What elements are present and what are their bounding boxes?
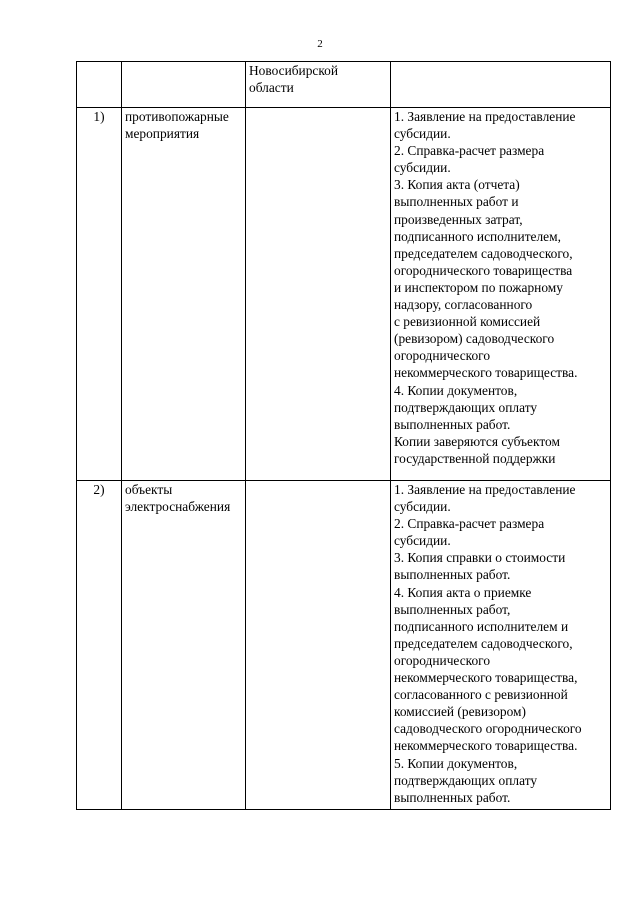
row-region-cell (246, 108, 391, 481)
header-cell-name (122, 62, 246, 108)
document-line: с ревизионной комиссией (394, 314, 541, 330)
row-name (122, 481, 246, 810)
document-line: огороднического товарищества (394, 262, 573, 278)
document-line: огороднического (394, 652, 491, 668)
document-line: субсидии. (394, 160, 451, 176)
document-line: садоводческого огороднического (394, 721, 582, 737)
document-line: согласованного с ревизионной (394, 687, 568, 703)
row-name-line: электроснабжения (125, 499, 231, 515)
subsidy-documents-table (76, 61, 611, 810)
document-line: 1. Заявление на предоставление (394, 482, 576, 497)
row-number: 2) (77, 481, 122, 810)
document-line: огороднического (394, 348, 491, 364)
document-line: подтверждающих оплату (394, 399, 538, 415)
document-line: (ревизором) садоводческого (394, 331, 555, 347)
document-line: субсидии. (394, 533, 451, 549)
document-line: и инспектором по пожарному (394, 279, 563, 295)
document-line: выполненных работ. (394, 567, 511, 583)
table-row (77, 108, 611, 481)
document-line: некоммерческого товарищества, (394, 670, 578, 686)
header-cell-documents (391, 62, 611, 108)
document-line: подтверждающих оплату (394, 772, 538, 788)
header-region-line: Новосибирской (249, 63, 339, 78)
document-line: Копии заверяются субъектом (394, 433, 560, 449)
row-documents (391, 108, 611, 481)
row-number: 1) (77, 108, 122, 481)
document-line: 2. Справка-расчет размера (394, 143, 545, 159)
header-cell-number (77, 62, 122, 108)
document-line: председателем садоводческого, (394, 635, 573, 651)
document-line: 4. Копии документов, (394, 382, 518, 398)
document-line: 4. Копия акта о приемке (394, 584, 532, 600)
document-line: надзору, согласованного (394, 297, 533, 313)
document-line: субсидии. (394, 126, 451, 142)
row-name-line: мероприятия (125, 126, 200, 142)
page-number: 2 (317, 38, 323, 50)
document-line: некоммерческого товарищества. (394, 738, 578, 754)
document-line: государственной поддержки (394, 450, 556, 466)
document-line: выполненных работ, (394, 601, 511, 617)
document-line: выполненных работ. (394, 416, 511, 432)
table-header-row (77, 62, 611, 108)
row-name (122, 108, 246, 481)
document-line: выполненных работ. (394, 789, 511, 805)
document-line: 5. Копии документов, (394, 755, 518, 771)
header-region-line: области (249, 80, 294, 96)
row-name-line: противопожарные (125, 109, 229, 124)
row-documents (391, 481, 611, 810)
document-line: подписанного исполнителем, (394, 228, 561, 244)
table-row (77, 481, 611, 810)
row-region-cell (246, 481, 391, 810)
document-line: 2. Справка-расчет размера (394, 516, 545, 532)
document-line: председателем садоводческого, (394, 245, 573, 261)
header-cell-region (246, 62, 391, 108)
document-line: субсидии. (394, 499, 451, 515)
document-line: выполненных работ и (394, 194, 519, 210)
document-line: комиссией (ревизором) (394, 704, 526, 720)
document-line: произведенных затрат, (394, 211, 523, 227)
document-line: подписанного исполнителем и (394, 618, 569, 634)
document-line: 3. Копия справки о стоимости (394, 550, 566, 566)
document-line: 1. Заявление на предоставление (394, 109, 576, 124)
document-line: 3. Копия акта (отчета) (394, 177, 520, 193)
row-name-line: объекты (125, 482, 173, 497)
document-line: некоммерческого товарищества. (394, 365, 578, 381)
